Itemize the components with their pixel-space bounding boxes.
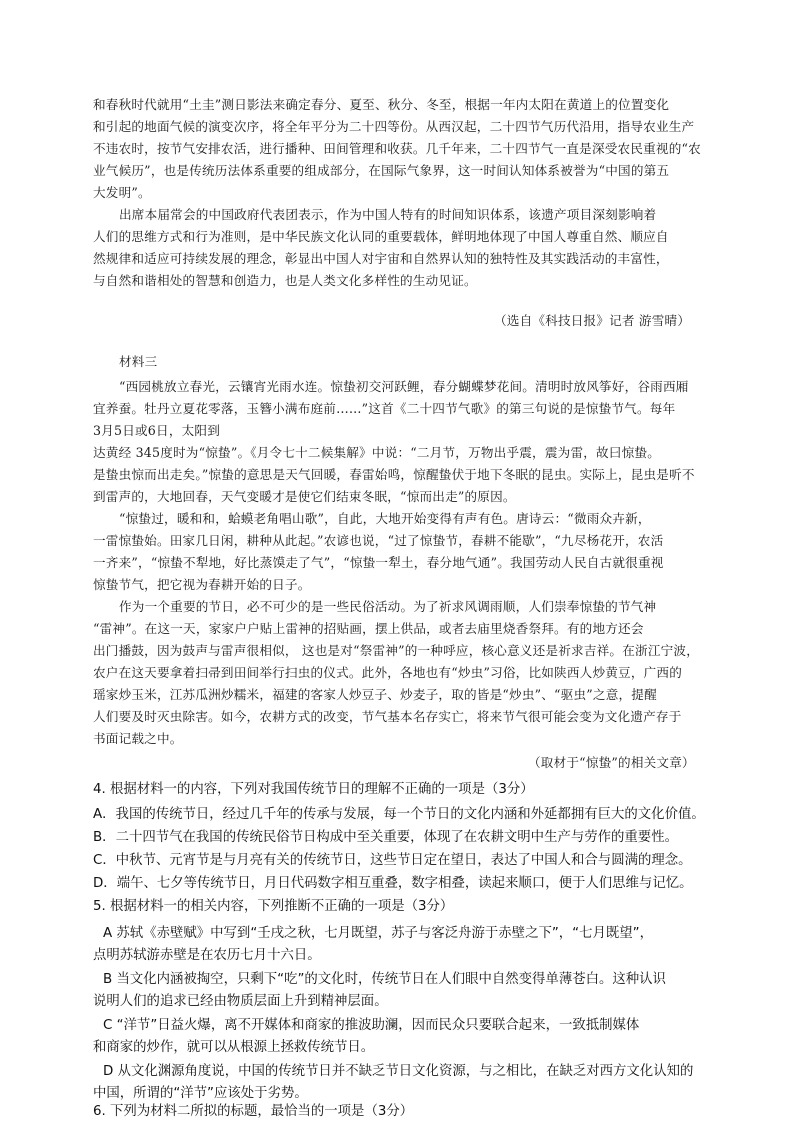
material3-line: 出门播鼓，因为鼓声与雷声很相似， 这也是对“祭雷神”的一种呼应，核心意义还是祈求吉祥。在浙江宁波， [93, 643, 699, 658]
material3-line: 作为一个重要的节日，必不可少的是一些民俗活动。为了祈求风调雨顺，人们崇奉惊蛰的节气神 [119, 599, 657, 614]
question-6-stem: 6. 下列为材料二所拟的标题，最恰当的一项是（3分） [93, 1104, 414, 1119]
material3-line: 瑶家炒玉米，江苏瓜洲炒糯米，福建的客家人炒豆子、炒麦子，取的皆是“炒虫”、“驱虫”之意，提醒 [93, 687, 657, 702]
material3-line: 是蛰虫惊而出走矣。”惊蛰的意思是天气回暖，春雷始鸣，惊醒蛰伏于地下冬眠的昆虫。实际上，昆虫是听不 [93, 467, 695, 482]
question-5-option-c: C “洋节”日益火爆，离不开媒体和商家的推波助澜，因而民众只要联合起来，一致抵制媒体 [103, 1018, 640, 1033]
question-5-option-d-cont: 中国，所谓的“洋节”应该处于劣势。 [93, 1086, 308, 1101]
question-5-option-a: A 苏轼《赤壁赋》中写到“壬戌之秋，七月既望，苏子与客泛舟游于赤壁之下”，“七月既望”， [103, 926, 654, 941]
material3-line: 一雷惊蛰始。田家几日闲，耕种从此起。”农谚也说，“过了惊蛰节，春耕不能歇”，“九尽杨花开，农活 [93, 533, 664, 548]
question-5-option-c-cont: 和商家的炒作，就可以从根源上拯救传统节日。 [93, 1040, 375, 1055]
material3-line: “雷神”。在这一天，家家户户贴上雷神的招贴画，摆上供品，或者去庙里烧香祭拜。有的地方还会 [93, 621, 644, 636]
material3-line: 3月5日或6日，太阳到 [93, 423, 220, 438]
material3-heading: 材料三 [119, 354, 158, 369]
material3-line: 人们要及时灭虫除害。如今，农耕方式的改变，节气基本名存实亡，将来节气很可能会变为文化遗产存于 [93, 709, 682, 724]
material2-line: 和春秋时代就用“土圭”测日影法来确定春分、夏至、秋分、冬至，根据一年内太阳在黄道上的位置变化 [93, 97, 670, 112]
question-5-stem: 5. 根据材料一的相关内容，下列推断不正确的一项是（3分） [93, 899, 454, 914]
material3-line: 农户在这天要拿着扫帚到田间举行扫虫的仪式。此外，各地也有“炒虫”习俗，比如陕西人炒黄豆，广西的 [93, 665, 682, 680]
material2-line: 出席本届常会的中国政府代表团表示，作为中国人特有的时间知识体系，该遗产项目深刻影响着 [119, 207, 657, 222]
material3-line: 达黄经 345度时为“惊蛰”。《月令七十二候集解》中说：“二月节，万物出乎震，震为雷，故曰惊蛰。 [93, 445, 660, 460]
question-4-option-d: D．端午、七夕等传统节日，月日代码数字相互重叠，数字相叠，读起来顺口，便于人们思维与记忆。 [93, 876, 693, 891]
material2-line: 业气候历”，也是传统历法体系重要的组成部分，在国际气象界，这一时间认知体系被誉为“中国的第五 [93, 163, 670, 178]
question-4-stem: 4. 根据材料一的内容，下列对我国传统节日的理解不正确的一项是（3分） [93, 782, 534, 797]
material3-line: “惊蛰过，暖和和，蛤蟆老角唱山歌”，自此，大地开始变得有声有色。唐诗云：“微雨众卉新， [119, 511, 651, 526]
material2-line: 和引起的地面气候的演变次序，将全年平分为二十四等份。从西汉起，二十四节气历代沿用，指导农业生产 [93, 119, 695, 134]
material3-line: 一齐来”，“惊蛰不犁地，好比蒸馍走了气”，“惊蛰一犁土，春分地气通”。我国劳动人民自古就很重视 [93, 555, 664, 570]
question-5-option-b-cont: 说明人们的追求已经由物质层面上升到精神层面。 [93, 994, 388, 1009]
material2-line: 大发明”。 [93, 185, 151, 200]
material3-line: “西园桃放立春光，云镶宵光雨水连。惊蛰初交河跃鲤，春分蝴蝶梦花间。清明时放风筝好，谷雨西厢 [119, 379, 689, 394]
material3-line: 书面记载之中。 [93, 731, 183, 746]
question-4-option-a: A．我国的传统节日，经过几千年的传承与发展，每一个节日的文化内涵和外延都拥有巨大的文化价值。 [93, 807, 705, 822]
material2-line: 人们的思维方式和行为准则，是中华民族文化认同的重要载体，鲜明地体现了中国人尊重自然、顺应自 [93, 229, 669, 244]
material3-source: （取材于“惊蛰”的相关文章） [528, 755, 695, 770]
material3-line: 惊蛰节气，把它视为春耕开始的日子。 [93, 577, 311, 592]
question-4-option-c: C．中秋节、元宵节是与月亮有关的传统节日，这些节日定在望日，表达了中国人和合与圆满的理念。 [93, 853, 692, 868]
question-5-option-b: B 当文化内涵被掏空，只剩下“吃”的文化时，传统节日在人们眼中自然变得单薄苍白。这种认识 [103, 972, 666, 987]
material3-line: 宜养蚕。牡丹立夏花零落，玉簪小满布庭前……”这首《二十四节气歌》的第三句说的是惊蛰节气。每年 [93, 401, 676, 416]
question-4-option-b: B．二十四节气在我国的传统民俗节日构成中至关重要，体现了在农耕文明中生产与劳作的重要性。 [93, 830, 678, 845]
material2-line: 不违农时，按节气安排农活，进行播种、田间管理和收获。几千年来，二十四节气一直是深受农民重视的“农 [93, 141, 701, 156]
material2-line: 与自然和谐相处的智慧和创造力，也是人类文化多样性的生动见证。 [93, 273, 477, 288]
question-5-option-a-cont: 点明苏轼游赤壁是在农历七月十六日。 [93, 948, 321, 963]
question-5-option-d: D 从文化渊源角度说，中国的传统节日并不缺乏节日文化资源，与之相比，在缺乏对西方文化认知的 [103, 1064, 694, 1079]
material2-source: （选自《科技日报》记者 游雪晴） [494, 313, 691, 328]
material3-line: 到雷声的，大地回春，天气变暖才是使它们结束冬眠，“惊而出走”的原因。 [93, 489, 516, 504]
material2-line: 然规律和适应可持续发展的理念，彰显出中国人对宇宙和自然界认知的独特性及其实践活动的丰富性， [93, 251, 669, 266]
